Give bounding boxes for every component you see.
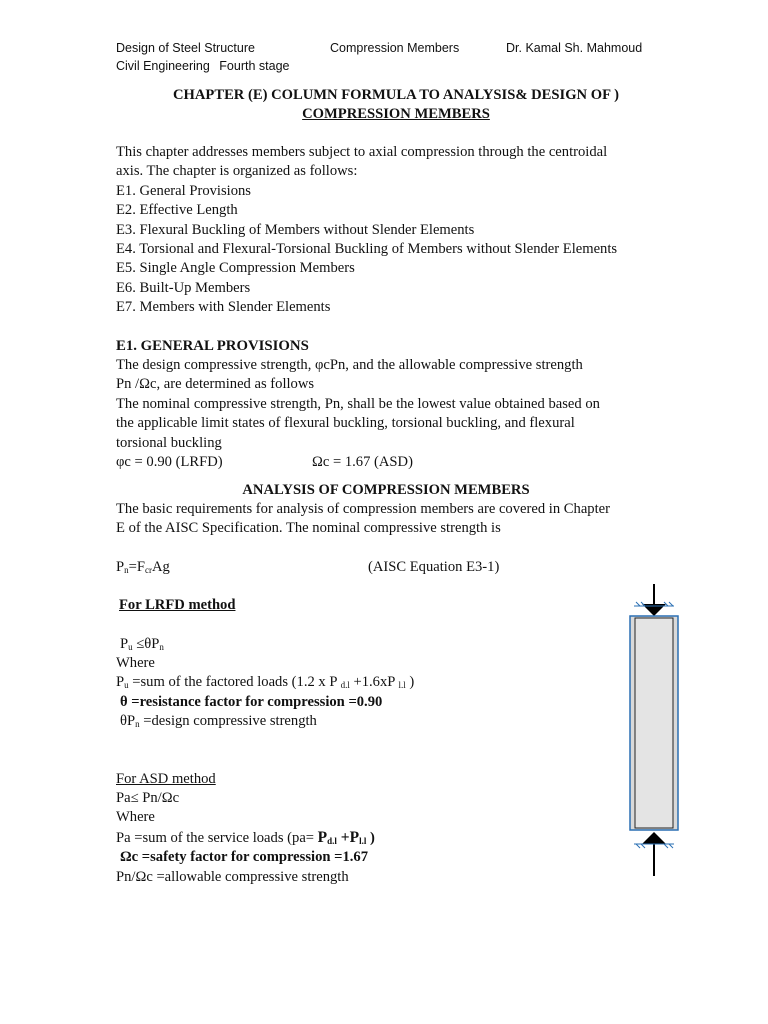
chapter-title-line1: CHAPTER (E) COLUMN FORMULA TO ANALYSIS& DESIGN OF ) bbox=[173, 87, 619, 103]
asd-pa-definition: Pa =sum of the service loads ($pa= P_{d.l} +P_{l.l}$ ) bbox=[116, 828, 375, 846]
analysis-line1: The basic requirements for analysis of compression members are covered in Chapter bbox=[116, 500, 610, 517]
header-author: Dr. Kamal Sh. Mahmoud bbox=[506, 41, 643, 55]
header-course: Design of Steel Structure bbox=[116, 41, 255, 55]
document-body bbox=[116, 86, 656, 887]
equation-reference: (AISC Equation E3-1) bbox=[368, 558, 500, 575]
column-diagram bbox=[626, 580, 686, 880]
bottom-reaction-arrow bbox=[642, 832, 666, 876]
list-item-e5: E5. Single Angle Compression Members bbox=[116, 260, 355, 277]
omega-asd: Ωc = 1.67 (ASD) bbox=[312, 454, 413, 471]
e1-factors bbox=[116, 453, 656, 472]
header-stage: Fourth stage bbox=[219, 59, 290, 73]
chapter-title bbox=[136, 86, 656, 124]
chapter-title-line2: COMPRESSION MEMBERS bbox=[302, 106, 490, 122]
asd-omega: Ωc =safety factor for compression =1.67 bbox=[120, 849, 368, 866]
list-item-e2: E2. Effective Length bbox=[116, 202, 238, 219]
lrfd-condition: $P_u \le\theta P_n$ bbox=[120, 635, 164, 652]
lrfd-pu-definition: $P_u =sum$ of the factored loads (1.2 x P $_{d.l}$ +1.6xP $_{l.l}$ ) bbox=[116, 674, 415, 691]
e1-heading: E1. GENERAL PROVISIONS bbox=[116, 337, 309, 354]
nominal-equation bbox=[116, 558, 656, 577]
top-load-arrow bbox=[642, 584, 666, 616]
asd-where: Where bbox=[116, 809, 155, 826]
e1-line4: the applicable limit states of flexural buckling, torsional buckling, and flexural bbox=[116, 415, 575, 432]
lrfd-theta: θ =resistance factor for compression =0.90 bbox=[120, 693, 383, 710]
header-dept-line bbox=[116, 59, 295, 73]
asd-condition: Pa≤ Pn/Ωc bbox=[116, 789, 180, 806]
list-item-e7: E7. Members with Slender Elements bbox=[116, 299, 331, 316]
lrfd-where: Where bbox=[116, 654, 155, 671]
list-item-e6: E6. Built-Up Members bbox=[116, 279, 251, 296]
list-item-e3: E3. Flexural Buckling of Members without Slender Elements bbox=[116, 221, 475, 238]
equation-e3-1: $P_n=F_{cr}Ag$ bbox=[116, 558, 170, 575]
e1-line1: The design compressive strength, φcPn, and the allowable compressive strength bbox=[116, 357, 583, 374]
list-item-e1: E1. General Provisions bbox=[116, 182, 251, 199]
e1-line2: Pn /Ωc, are determined as follows bbox=[116, 376, 315, 393]
lrfd-design-strength: $\theta P_n$ =design compressive strength bbox=[120, 713, 317, 730]
asd-allowable: Pn/Ωc =allowable compressive strength bbox=[116, 868, 349, 885]
lrfd-heading: For LRFD method bbox=[119, 597, 236, 614]
column-inner-outline bbox=[635, 618, 673, 828]
list-item-e4: E4. Torsional and Flexural-Torsional Buckling of Members without Slender Elements bbox=[116, 241, 618, 258]
e1-line5: torsional buckling bbox=[116, 434, 222, 451]
phi-lrfd: φc = 0.90 (LRFD) bbox=[116, 454, 223, 471]
asd-heading: For ASD method bbox=[116, 770, 216, 787]
intro-line1: This chapter addresses members subject to axial compression through the centroidal bbox=[116, 144, 608, 160]
header-dept: Civil Engineering bbox=[116, 59, 210, 73]
analysis-line2: E of the AISC Specification. The nominal compressive strength is bbox=[116, 520, 501, 537]
analysis-heading: ANALYSIS OF COMPRESSION MEMBERS bbox=[242, 481, 530, 498]
header-topic: Compression Members bbox=[330, 41, 460, 55]
intro-line2: axis. The chapter is organized as follows: bbox=[116, 163, 358, 180]
e1-line3: The nominal compressive strength, Pn, shall be the lowest value obtained based on bbox=[116, 395, 600, 412]
